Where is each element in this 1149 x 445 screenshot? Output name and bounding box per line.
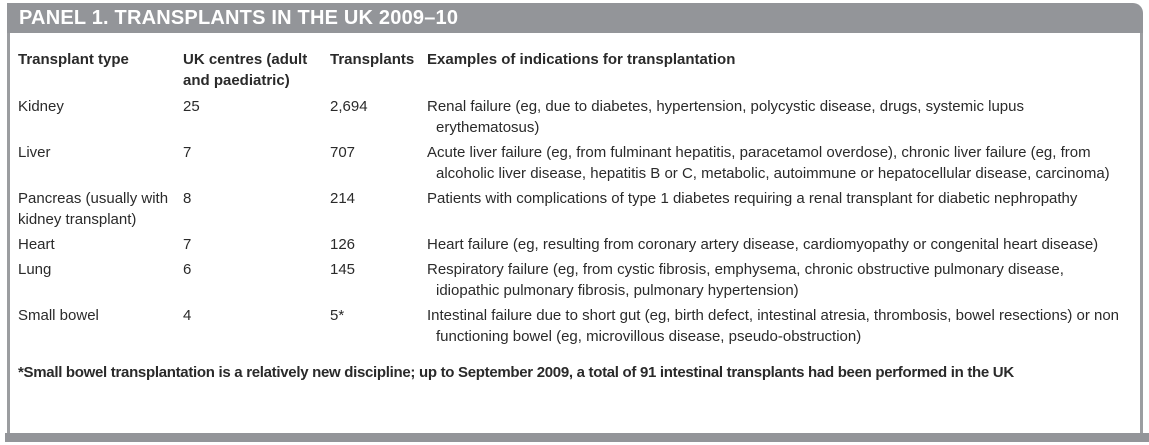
cell-transplants: 214 <box>330 190 356 207</box>
cell-transplants: 2,694 <box>330 98 368 115</box>
panel-title-bar <box>7 3 1143 33</box>
cell-transplant-type: Pancreas (usually with kidney transplant) <box>18 190 169 228</box>
cell-transplant-type: Lung <box>18 261 52 278</box>
cell-uk-centres: 8 <box>183 190 192 207</box>
cell-uk-centres: 6 <box>183 261 192 278</box>
cell-uk-centres: 4 <box>183 307 192 324</box>
column-header-transplants: Transplants <box>330 51 415 68</box>
cell-indications: Intestinal failure due to short gut (eg, birth defect, intestinal atresia, thrombosis, bowel resections) or non functioning bowel (eg, microvillous disease, pseudo-obstruction) <box>427 307 1120 345</box>
panel-footnote: *Small bowel transplantation is a relatively new discipline; up to September 2009, a total of 91 intestinal transplants had been performed in the UK <box>18 364 1014 381</box>
cell-indications: Renal failure (eg, due to diabetes, hypertension, polycystic disease, drugs, systemic lupus erythematosus) <box>427 98 1024 136</box>
cell-transplant-type: Kidney <box>18 98 64 115</box>
column-header-transplant-type: Transplant type <box>18 51 129 68</box>
cell-transplants: 707 <box>330 144 356 161</box>
table-row-lung <box>18 259 1126 301</box>
table-row-kidney <box>18 96 1126 138</box>
table-header-row <box>18 49 1126 91</box>
panel-title: PANEL 1. TRANSPLANTS IN THE UK 2009–10 <box>19 6 459 29</box>
table-row-pancreas <box>18 188 1126 230</box>
cell-indications: Patients with complications of type 1 diabetes requiring a renal transplant for diabetic nephropathy <box>427 190 1078 207</box>
cell-transplants: 5* <box>330 307 345 324</box>
cell-uk-centres: 7 <box>183 236 192 253</box>
cell-indications: Heart failure (eg, resulting from coronary artery disease, cardiomyopathy or congenital heart disease) <box>427 236 1099 253</box>
cell-transplant-type: Small bowel <box>18 307 99 324</box>
table-row-small-bowel <box>18 305 1126 347</box>
column-header-uk-centres: UK centres (adult and paediatric) <box>183 51 308 89</box>
table-row-liver <box>18 142 1126 184</box>
panel-bottom-rule <box>5 433 1149 442</box>
column-header-indications: Examples of indications for transplantation <box>427 51 736 68</box>
cell-transplant-type: Liver <box>18 144 51 161</box>
table-row-heart <box>18 234 1126 255</box>
cell-transplants: 145 <box>330 261 356 278</box>
panel-body <box>7 33 1143 433</box>
cell-indications: Respiratory failure (eg, from cystic fibrosis, emphysema, chronic obstructive pulmonary disease, idiopathic pulmonary fibrosis, pulmonary hypertension) <box>427 261 1064 299</box>
cell-transplants: 126 <box>330 236 356 253</box>
cell-transplant-type: Heart <box>18 236 55 253</box>
cell-uk-centres: 25 <box>183 98 200 115</box>
cell-indications: Acute liver failure (eg, from fulminant hepatitis, paracetamol overdose), chronic liver failure (eg, from alcoholic liver disease, hepatitis B or C, metabolic, autoimmune or hepatocellular disease, carcinoma) <box>427 144 1110 182</box>
cell-uk-centres: 7 <box>183 144 192 161</box>
